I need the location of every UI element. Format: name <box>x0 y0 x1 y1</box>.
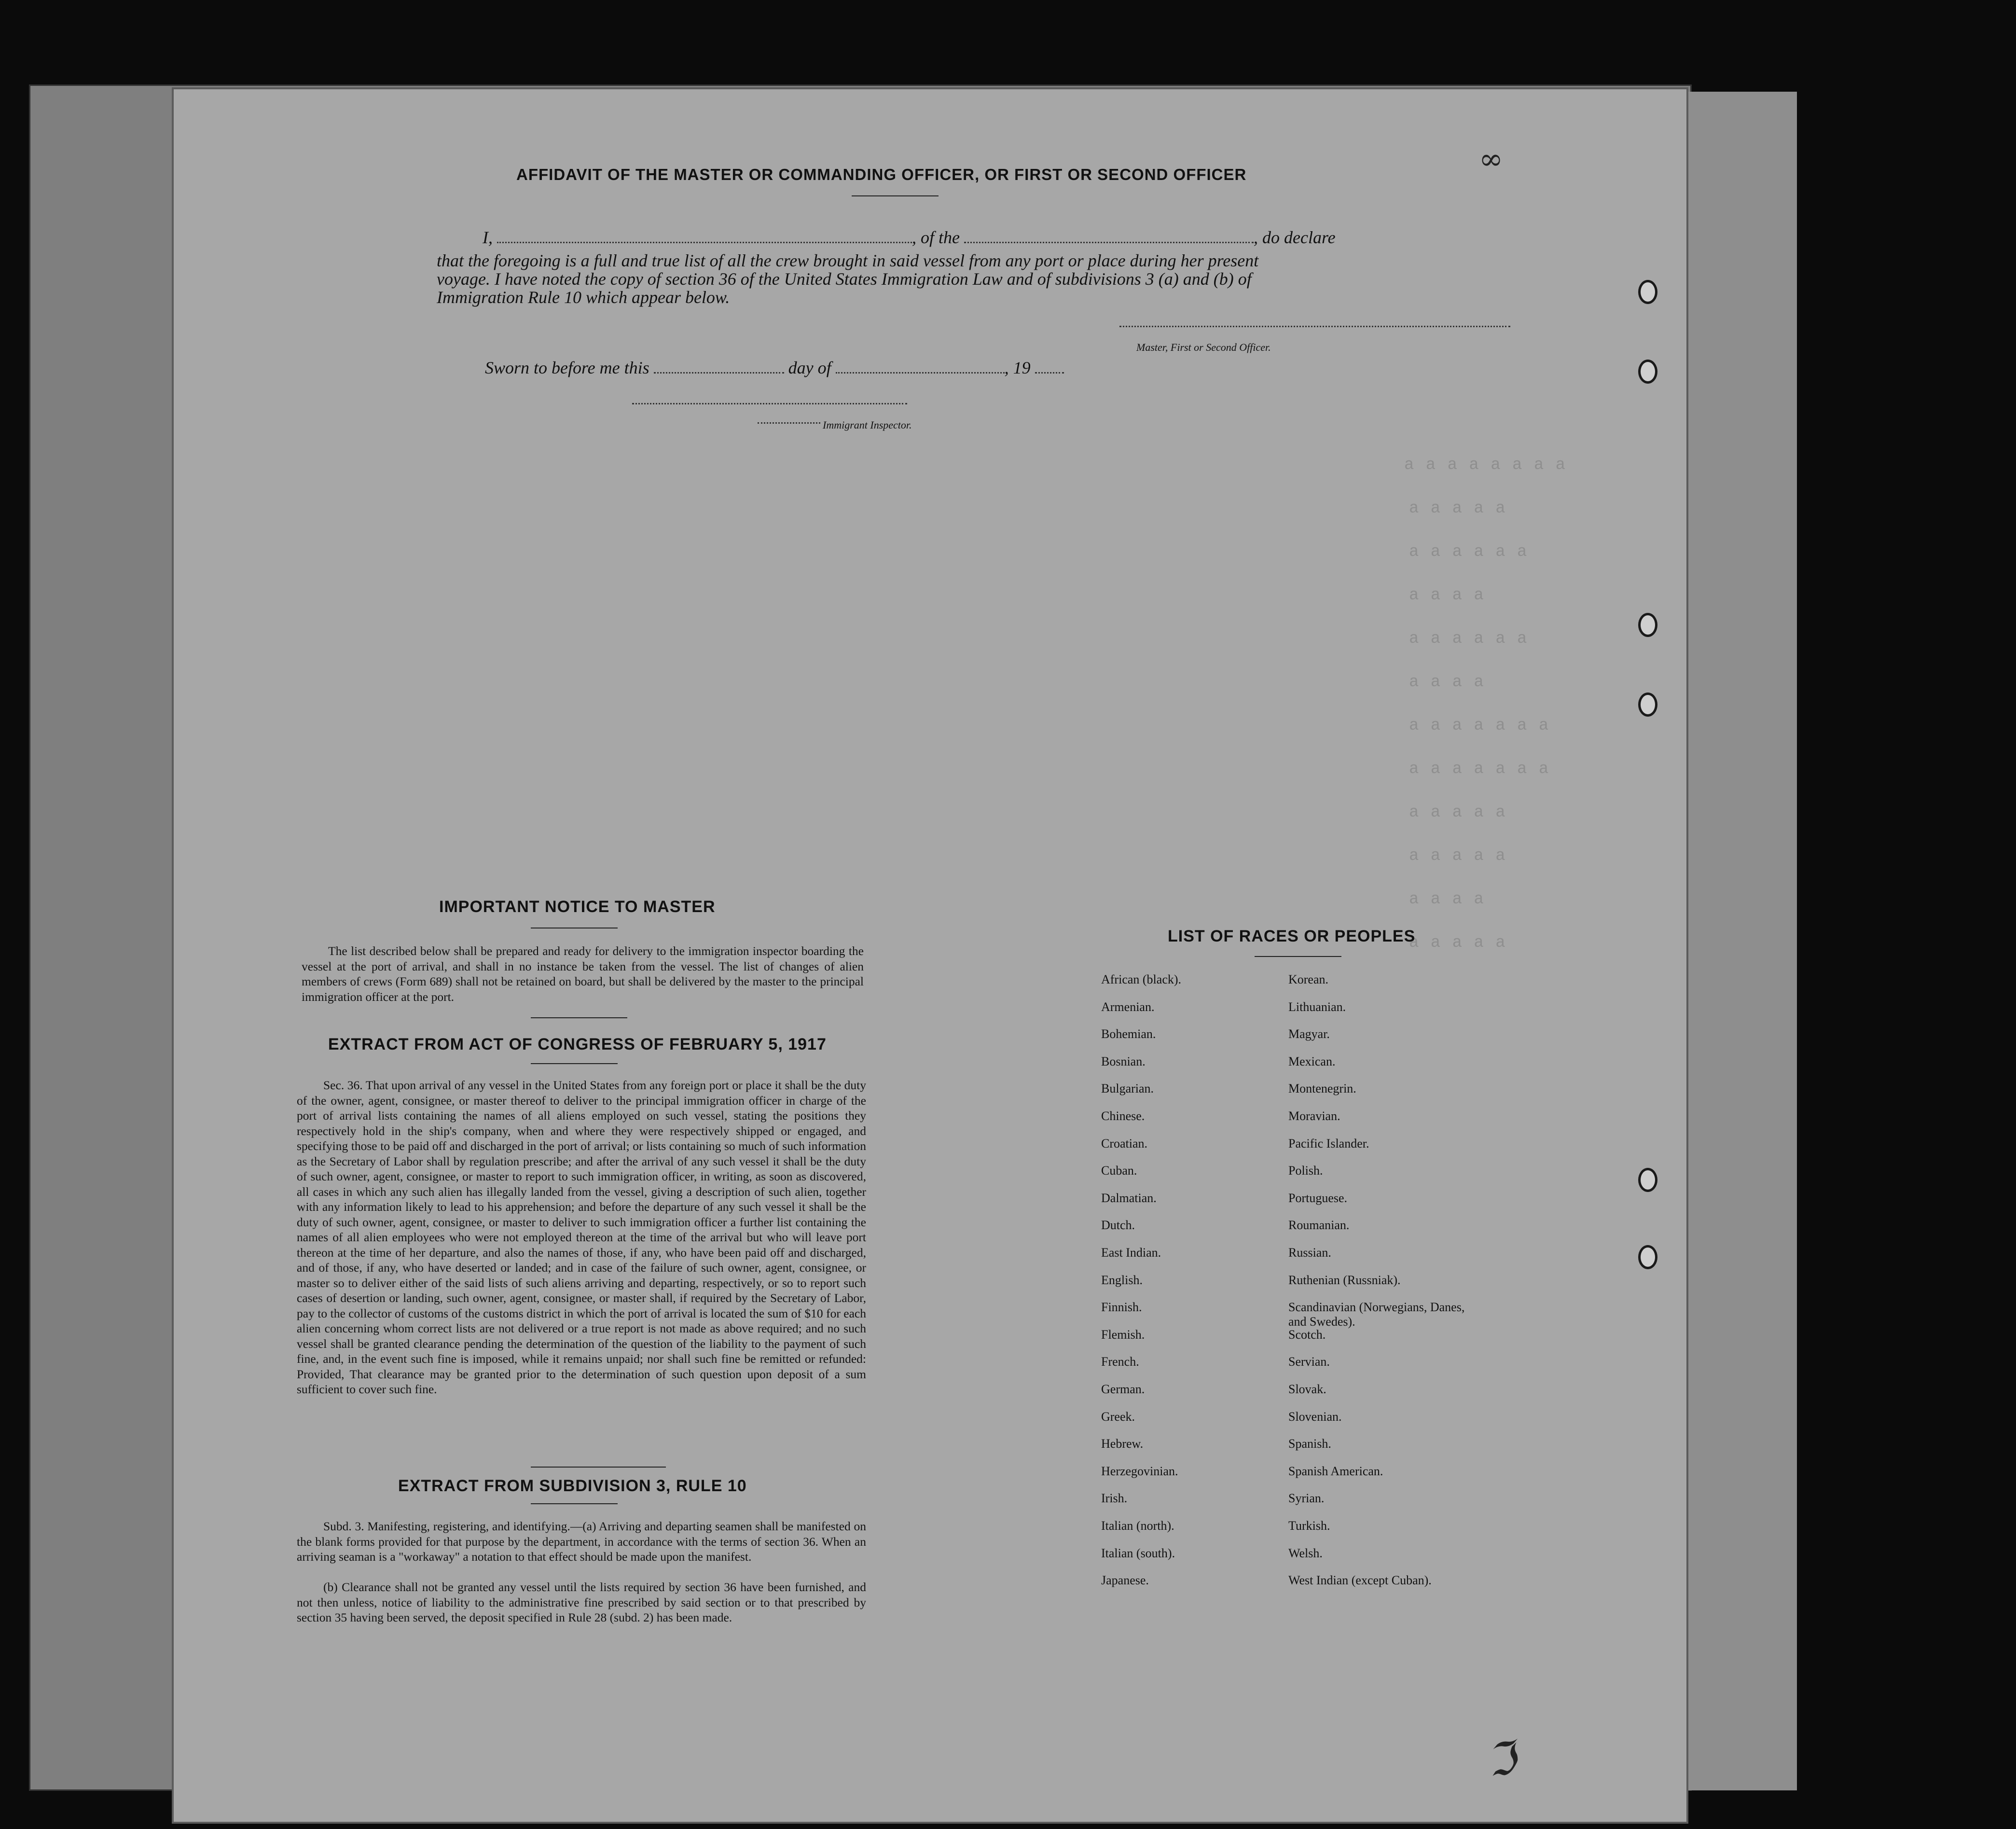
race-item: Roumanian. <box>1288 1218 1350 1233</box>
race-item: Slovak. <box>1288 1382 1326 1396</box>
race-item: Russian. <box>1288 1246 1331 1260</box>
race-item: Scotch. <box>1288 1327 1326 1342</box>
race-item: Pacific Islander. <box>1288 1136 1369 1150</box>
race-item: Flemish. <box>1101 1327 1145 1342</box>
act-rule <box>531 1063 618 1064</box>
race-item: French. <box>1101 1355 1139 1369</box>
race-item: Portuguese. <box>1288 1191 1348 1205</box>
rule-title-rule <box>531 1503 618 1504</box>
race-item: West Indian (except Cuban). <box>1288 1573 1432 1588</box>
punch-hole <box>1638 1245 1657 1269</box>
race-item: East Indian. <box>1101 1246 1161 1260</box>
race-item: Armenian. <box>1101 999 1155 1014</box>
inspector-signature-line <box>632 403 907 404</box>
race-item: Polish. <box>1288 1164 1323 1178</box>
race-item: Japanese. <box>1101 1573 1149 1588</box>
race-item: Slovenian. <box>1288 1409 1342 1424</box>
punch-hole <box>1638 613 1657 637</box>
race-item: Italian (north). <box>1101 1519 1174 1533</box>
rule-text-a: Subd. 3. Manifesting, registering, and identifying.—(a) Arriving and departing seamen shall be manifested on the blank forms provided for that purpose by the department, in accordance with the terms of section 36. When an arriving seaman is a "workaway" a notation to that effect should be made upon the manifest. <box>297 1519 866 1564</box>
races-title: LIST OF RACES OR PEOPLES <box>1168 927 1416 945</box>
race-item: Finnish. <box>1101 1300 1142 1315</box>
race-item: German. <box>1101 1382 1145 1396</box>
race-item: African (black). <box>1101 972 1182 986</box>
race-item: Spanish. <box>1288 1437 1331 1451</box>
sworn-day-blank <box>654 372 784 374</box>
race-item: Italian (south). <box>1101 1546 1175 1560</box>
title-rule <box>852 195 939 196</box>
race-item: English. <box>1101 1273 1143 1287</box>
notice-title: IMPORTANT NOTICE TO MASTER <box>439 898 716 916</box>
race-item: Lithuanian. <box>1288 999 1346 1014</box>
race-item: Montenegrin. <box>1288 1081 1356 1096</box>
race-item: Spanish American. <box>1288 1464 1383 1478</box>
race-item: Chinese. <box>1101 1109 1145 1123</box>
race-item: Servian. <box>1288 1355 1330 1369</box>
vessel-blank <box>964 242 1254 243</box>
rule-text-b: (b) Clearance shall not be granted any vessel until the lists required by section 36 have been furnished, and not then unless, notice of liability to the administrative fine prescribed by said section or to that prescribed by section 35 having been served, the deposit specified in Rule 28 (subd. 2) has been made. <box>297 1580 866 1624</box>
race-item: Dalmatian. <box>1101 1191 1157 1205</box>
affidavit-line2: that the foregoing is a full and true list of all the crew brought in said vessel from any port or place during her present <box>437 251 1259 270</box>
race-item: Irish. <box>1101 1491 1128 1506</box>
handwritten-scribble: ℑ <box>1480 1732 1523 1789</box>
race-item: Syrian. <box>1288 1491 1325 1506</box>
act-text: Sec. 36. That upon arrival of any vessel in the United States from any foreign port or place it shall be the duty of the owner, agent, consignee, or master thereof to deliver to the principal immigration officer in charge of the port of arrival lists containing the names of all aliens employed on such vessel, stating the positions they respectively hold in the ship's company, when and where they were respectively shipped or engaged, and specifying those to be paid off and discharged in the port of arrival; or lists containing so much of such information as the Secretary of Labor shall by regulation prescribe; and after the arrival of any such vessel it shall be the duty of such owner, agent, consignee, or master to report to such immigration officer, in writing, as soon as discovered, all cases in which any such alien has illegally landed from the vessel, giving a description of such alien, together with any information likely to lead to his apprehension; and before the departure of any such vessel it shall be the duty of such owner, agent, consignee, or master to deliver to such immigration officer a further list containing the names of all alien employees who were not employed thereon at the time of the arrival but who will leave port thereon at the time of her departure, and also the names of those, if any, who have been paid off and discharged, and of those, if any, who have deserted or landed; and in case of the failure of such owner, agent, consignee, or master so to deliver either of the said lists of such aliens arriving and departing, respectively, or so to report such cases of desertion or landing, such owner, agent, consignee, or master shall, if required by the Secretary of Labor, pay to the collector of customs of the customs district in which the port of arrival is located the sum of $10 for each alien concerning whom correct lists are not delivered or a true report is not made as above required; and no such vessel shall be granted clearance pending the determination of the question of the liability to the payment of such fine, and, in the event such fine is imposed, while it remains unpaid; nor shall such fine be remitted or refunded: Provided, That clearance may be granted prior to the determination of such question upon deposit of a sum sufficient to cover such fine. <box>297 1078 866 1396</box>
master-signature-line <box>1119 326 1510 327</box>
inspector-caption: Immigrant Inspector. <box>823 419 912 431</box>
affidavit-title: AFFIDAVIT OF THE MASTER OR COMMANDING OFFICER, OR FIRST OR SECOND OFFICER <box>516 166 1247 183</box>
affidavit-line3: voyage. I have noted the copy of section 36 of the United States Immigration Law and of subdivisions 3 (a) and (b) of <box>437 269 1252 289</box>
document-page: a a a a a a a a a a a a a a a a a a a a a a a a a a a a a a a a a a a a a a a a a a a a a a a a a a a a a a a a a a a a a a a a a a AFFIDAVIT OF THE MASTER OR COMMANDING OFFICER, OR FIRST OR SECOND OFFICER I, , of the , do declare that the foregoing is a full and true list of all the crew brought in said vessel from any port or place during her present voyage. I have noted the copy of section 36 of the United States Immigration Law and of subdivisions 3 (a) and (b) of Immigration Rule 10 which appear below. Master, First or Second Officer. Sworn to before me this day of , 19 Immigrant Inspector. IMPORTANT NOTICE TO MASTER The list described below shall be prepared and ready for delivery to the immigration inspector boarding the vessel at the port of arrival, and shall in no instance be taken from the vessel. The list of changes of alien members of crews (Form 689) shall not be retained on board, but shall be delivered by the master to the principal immigration officer at the port. EXTRACT FROM ACT OF CONGRESS OF FEBRUARY 5, 1917 Sec. 36. That upon arrival of any vessel in the United States from any foreign port or place it shall be the duty of the owner, agent, consignee, or master thereof to deliver to the principal immigration officer in charge of the port of arrival lists containing the names of all aliens employed on such vessel, stating the positions they respectively hold in the ship's company, when and where they were respectively shipped or engaged, and specifying those to be paid off and discharged in the port of arrival; or lists containing so much of such information as the Secretary of Labor shall by regulation prescribe; and after the arrival of any such vessel it shall be the duty of such owner, agent, consignee, or master to report to such immigration officer, in writing, as soon as discovered, all cases in which any such alien has illegally landed from the vessel, giving a description of such alien, together with any information likely to lead to his apprehension; and before the departure of any such vessel it shall be the duty of such owner, agent, consignee, or master to deliver to such immigration officer a further list containing the names of all alien employees who were not employed thereon at the time of the arrival but who will leave port thereon at the time of her departure, and also the names of those, if any, who have been paid off and discharged, and of those, if any, who have deserted or landed; and in case of the failure of such owner, agent, consignee, or master so to deliver either of the said lists of such aliens arriving and departing, respectively, or so to report such cases of desertion or landing, such owner, agent, consignee, or master shall, if required by the Secretary of Labor, pay to the collector of customs of the customs district in which the port of arrival is located the sum of $10 for each alien concerning whom correct lists are not delivered or a true report is not made as above required; and no such vessel shall be granted clearance pending the determination of the question of the liability to the payment of such fine, and, in the event such fine is imposed, while it remains unpaid; nor shall such fine be remitted or refunded: Provided, That clearance may be granted prior to the determination of such question upon deposit of a sum sufficient to cover such fine. EXTRACT FROM SUBDIVISION 3, RULE 10 Subd. 3. Manifesting, registering, and identifying.—(a) Arriving and departing seamen shall be manifested on the blank forms provided for that purpose by the department, in accordance with the terms of section 36. When an arriving seaman is a "workaway" a notation to that effect should be made upon the manifest. (b) Clearance shall not be granted any vessel until the lists required by section 36 have been furnished, and not then unless, notice of liability to the administrative fine prescribed by said section or to that prescribed by section 35 having been served, the deposit specified in Rule 28 (subd. 2) has been made. LIST OF RACES OR PEOPLES African (black). Armenian. Bohemian. Bosnian. Bulgarian. Chinese. Croatian. Cuban. Dalmatian. Dutch. East Indian. English. Finnish. Flemish. French. German. Greek. Hebrew. Herzegovinian. Irish. Italian (north). Italian (south). Japanese. Korean. Lithuanian. Magyar. Mexican. Montenegrin. Moravian. Pacific Islander. Polish. Portuguese. Roumanian. Russian. Ruthenian (Russniak). Scandinavian (Norwegians, Danes, and Swedes). Scotch. Servian. Slovak. Slovenian. Spanish. Spanish American. Syrian. Turkish. Welsh. West Indian (except Cuban). ∞ ℑ <box>174 89 1686 1822</box>
race-item: Moravian. <box>1288 1109 1340 1123</box>
punch-hole <box>1638 1168 1657 1192</box>
handwritten-mark: ∞ <box>1479 142 1503 176</box>
race-item: Magyar. <box>1288 1027 1330 1041</box>
affidavit-line4: Immigration Rule 10 which appear below. <box>437 288 730 307</box>
master-caption: Master, First or Second Officer. <box>1136 341 1271 353</box>
race-item: Hebrew. <box>1101 1437 1144 1451</box>
sworn-year-blank <box>1035 372 1064 374</box>
act-divider <box>531 1467 666 1468</box>
race-item: Croatian. <box>1101 1136 1148 1150</box>
race-item: Bulgarian. <box>1101 1081 1154 1096</box>
notice-text: The list described below shall be prepared and ready for delivery to the immigration inspector boarding the vessel at the port of arrival, and shall in no instance be taken from the vessel. The list of changes of alien members of crews (Form 689) shall not be retained on board, but shall be delivered by the master to the principal immigration officer at the port. <box>302 944 864 1004</box>
notice-divider <box>531 1017 627 1018</box>
sworn-line: Sworn to before me this day of , 19 <box>485 357 1305 378</box>
race-item: Dutch. <box>1101 1218 1135 1233</box>
race-item: Bohemian. <box>1101 1027 1156 1041</box>
sworn-month-blank <box>836 372 1005 374</box>
name-blank <box>497 242 912 243</box>
race-item: Ruthenian (Russniak). <box>1288 1273 1401 1287</box>
act-title: EXTRACT FROM ACT OF CONGRESS OF FEBRUARY 5, 1917 <box>328 1035 827 1053</box>
punch-hole <box>1638 280 1657 304</box>
punch-hole <box>1638 693 1657 717</box>
race-item: Bosnian. <box>1101 1054 1146 1068</box>
race-item: Scandinavian (Norwegians, Danes, and Swedes). <box>1288 1300 1465 1329</box>
races-rule <box>1255 956 1341 957</box>
race-item: Herzegovinian. <box>1101 1464 1178 1478</box>
race-item: Turkish. <box>1288 1519 1330 1533</box>
race-item: Korean. <box>1288 972 1329 986</box>
inspector-signature-line-2 <box>758 422 820 424</box>
rule-title: EXTRACT FROM SUBDIVISION 3, RULE 10 <box>398 1477 747 1495</box>
race-item: Cuban. <box>1101 1164 1137 1178</box>
race-item: Welsh. <box>1288 1546 1323 1560</box>
affidavit-line1: I, , of the , do declare <box>483 228 1336 247</box>
race-item: Mexican. <box>1288 1054 1336 1068</box>
punch-hole <box>1638 360 1657 384</box>
race-item: Greek. <box>1101 1409 1135 1424</box>
